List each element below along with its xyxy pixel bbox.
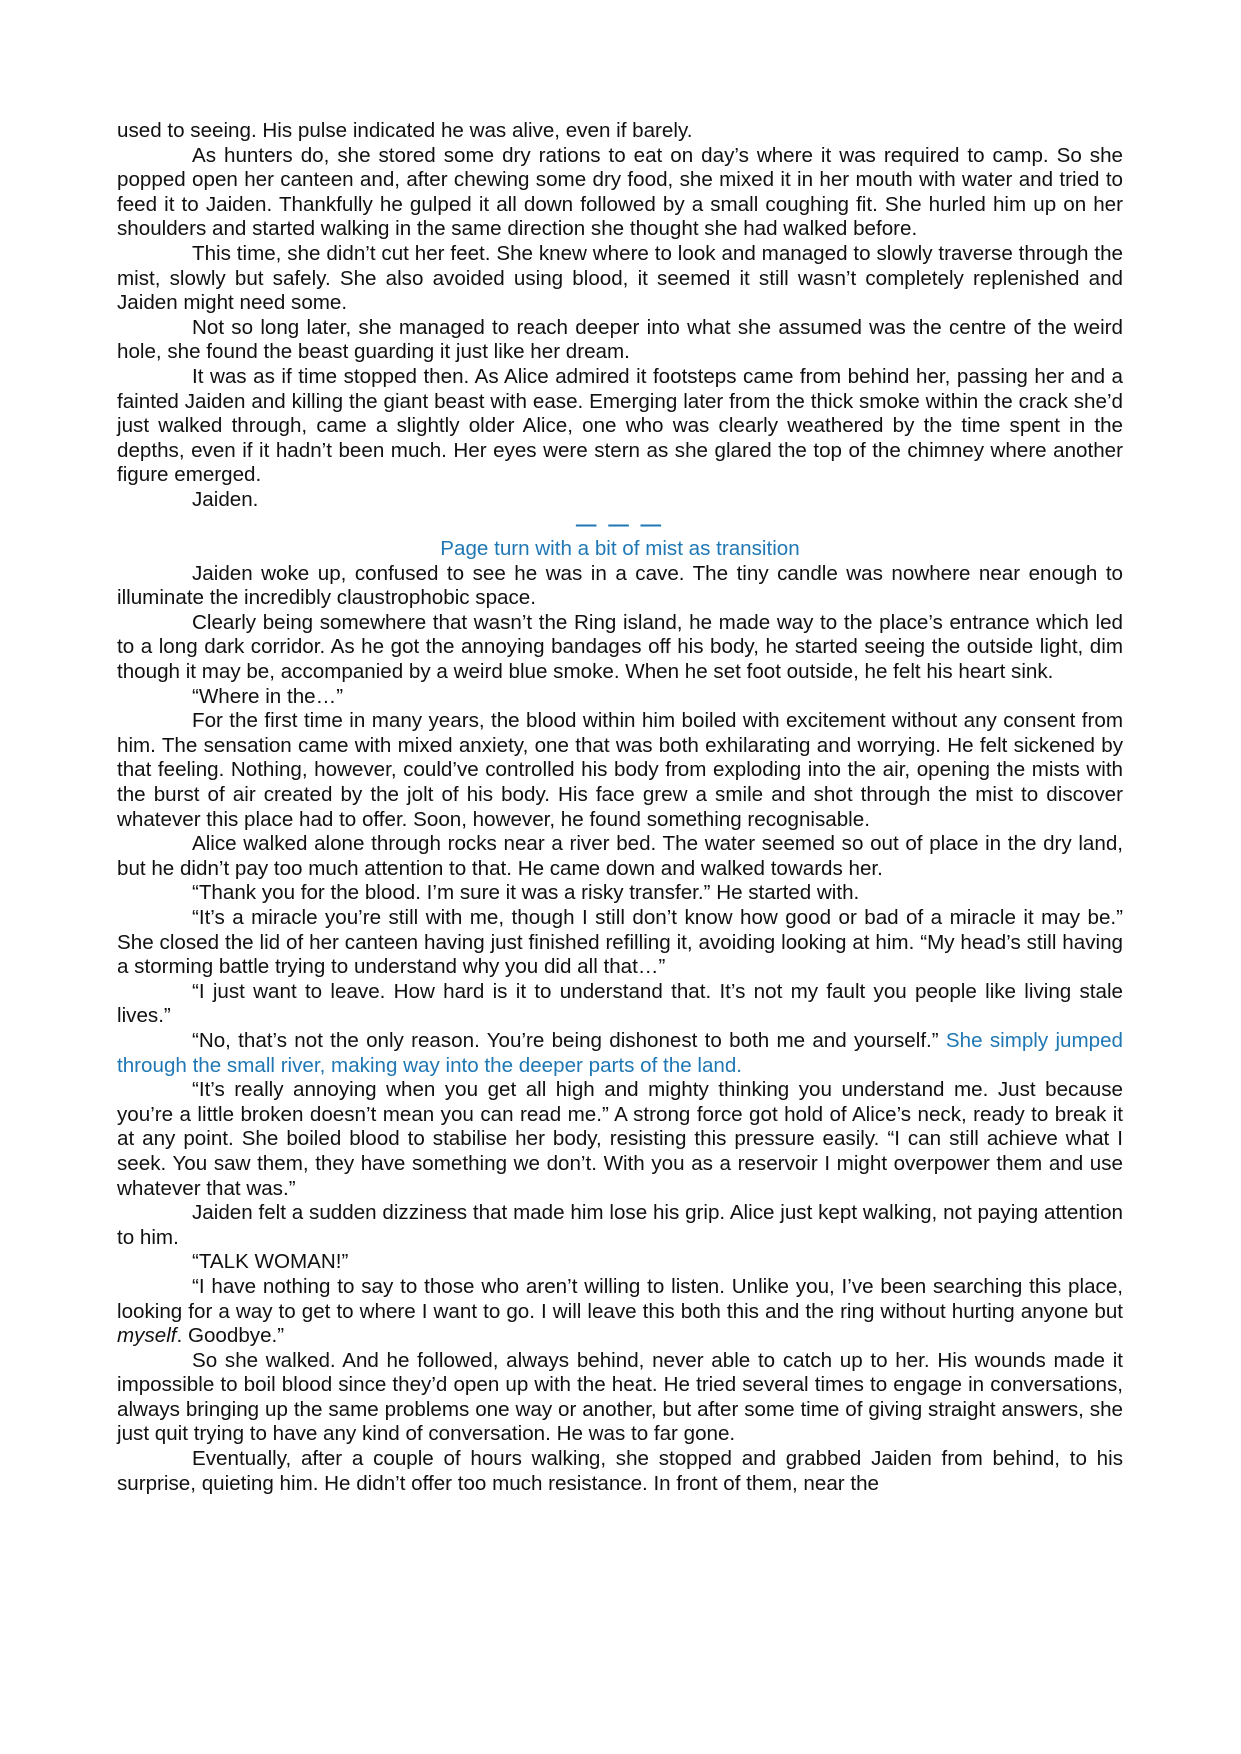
paragraph: “I just want to leave. How hard is it to understand that. It’s not my fault you people like living stale lives.” [117,979,1123,1028]
paragraph: Jaiden felt a sudden dizziness that made him lose his grip. Alice just kept walking, not paying attention to him. [117,1201,1123,1249]
dialogue-text: “No, that’s not the only reason. You’re being dishonest to both me and yourself.” [192,1028,939,1052]
paragraph: So she walked. And he followed, always behind, never able to catch up to her. His wounds made it impossible to boil blood since they’d open up with the heat. He tried several times to engage in conversations, always bringing up the same problems one way or another, but after some time of giving straight answers, she just quit trying to have any kind of conversation. He was to far gone. [117,1348,1123,1446]
editor-note: She simply jumped through the small river, making way into the deeper parts of the land. [117,1028,1123,1077]
scene-separator: — — — [575,512,665,536]
paragraph: “TALK WOMAN!” [192,1250,349,1274]
paragraph: Eventually, after a couple of hours walking, she stopped and grabbed Jaiden from behind, to his surprise, quieting him. He didn’t offer too much resistance. In front of them, near the [117,1447,1123,1495]
paragraph: used to seeing. His pulse indicated he was alive, even if barely. [117,119,693,142]
paragraph [117,1275,1123,1349]
paragraph: As hunters do, she stored some dry rations to eat on day’s where it was required to camp. So she popped open her canteen and, after chewing some dry food, she mixed it in her mouth with water and tried to feed it to Jaiden. Thankfully he gulped it all down followed by a small coughing fit. She hurled him up on her shoulders and started walking in the same direction she thought she had walked before. [117,143,1123,241]
paragraph: “It’s really annoying when you get all high and mighty thinking you understand me. Just because you’re a little broken doesn’t mean you can read me.” A strong force got hold of Alice’s neck, ready to break it at any point. She boiled blood to stabilise her body, resisting this pressure easily. “I can still achieve what I seek. You saw them, they have something we don’t. With you as a reservoir I might overpower them and use whatever that was.” [117,1078,1123,1200]
paragraph: “Thank you for the blood. I’m sure it was a risky transfer.” He started with. [192,881,860,905]
paragraph: This time, she didn’t cut her feet. She knew where to look and managed to slowly traverse through the mist, slowly but safely. She also avoided using blood, it seemed it still wasn’t completely replenished and Jaiden might need some. [117,241,1123,315]
dialogue-text: . Goodbye.” [176,1324,285,1348]
paragraph: It was as if time stopped then. As Alice admired it footsteps came from behind her, passing her and a fainted Jaiden and killing the giant beast with ease. Emerging later from the thick smoke within the crack she’d just walked through, came a slightly older Alice, one who was clearly weathered by the time spent in the depths, even if it hadn’t been much. Her eyes were stern as she glared the top of the chimney where another figure emerged. [117,364,1123,487]
paragraph: Not so long later, she managed to reach deeper into what she assumed was the centre of the weird hole, she found the beast guarding it just like her dream. [117,315,1123,364]
paragraph: Jaiden woke up, confused to see he was in a cave. The tiny candle was nowhere near enough to illuminate the incredibly claustrophobic space. [117,561,1123,610]
transition-note: Page turn with a bit of mist as transition [440,537,800,561]
paragraph: Alice walked alone through rocks near a river bed. The water seemed so out of place in the dry land, but he didn’t pay too much attention to that. He came down and walked towards her. [117,832,1123,880]
document-page [117,119,1123,1496]
emphasis: myself [117,1324,177,1348]
paragraph [117,1029,1123,1078]
paragraph: For the first time in many years, the blood within him boiled with excitement without any consent from him. The sensation came with mixed anxiety, one that was both exhilarating and worrying. He felt sickened by that feeling. Nothing, however, could’ve controlled his body from exploding into the air, opening the mists with the burst of air created by the jolt of his body. His face grew a smile and shot through the mist to discover whatever this place had to offer. Soon, however, he found something recognisable. [117,709,1123,831]
paragraph: Clearly being somewhere that wasn’t the Ring island, he made way to the place’s entrance which led to a long dark corridor. As he got the annoying bandages off his body, he started seeing the outside light, dim though it may be, accompanied by a weird blue smoke. When he set foot outside, he felt his heart sink. [117,610,1123,684]
dialogue-text: “I have nothing to say to those who aren’t willing to listen. Unlike you, I’ve been searching this place, looking for a way to get to where I want to go. I will leave this both this and the ring without hurting anyone but [117,1274,1123,1323]
paragraph: “Where in the…” [192,684,344,708]
paragraph: “It’s a miracle you’re still with me, though I still don’t know how good or bad of a miracle it may be.” She closed the lid of her canteen having just finished refilling it, avoiding looking at him. “My head’s still having a storming battle trying to understand why you did all that…” [117,906,1123,979]
paragraph: Jaiden. [192,487,259,511]
